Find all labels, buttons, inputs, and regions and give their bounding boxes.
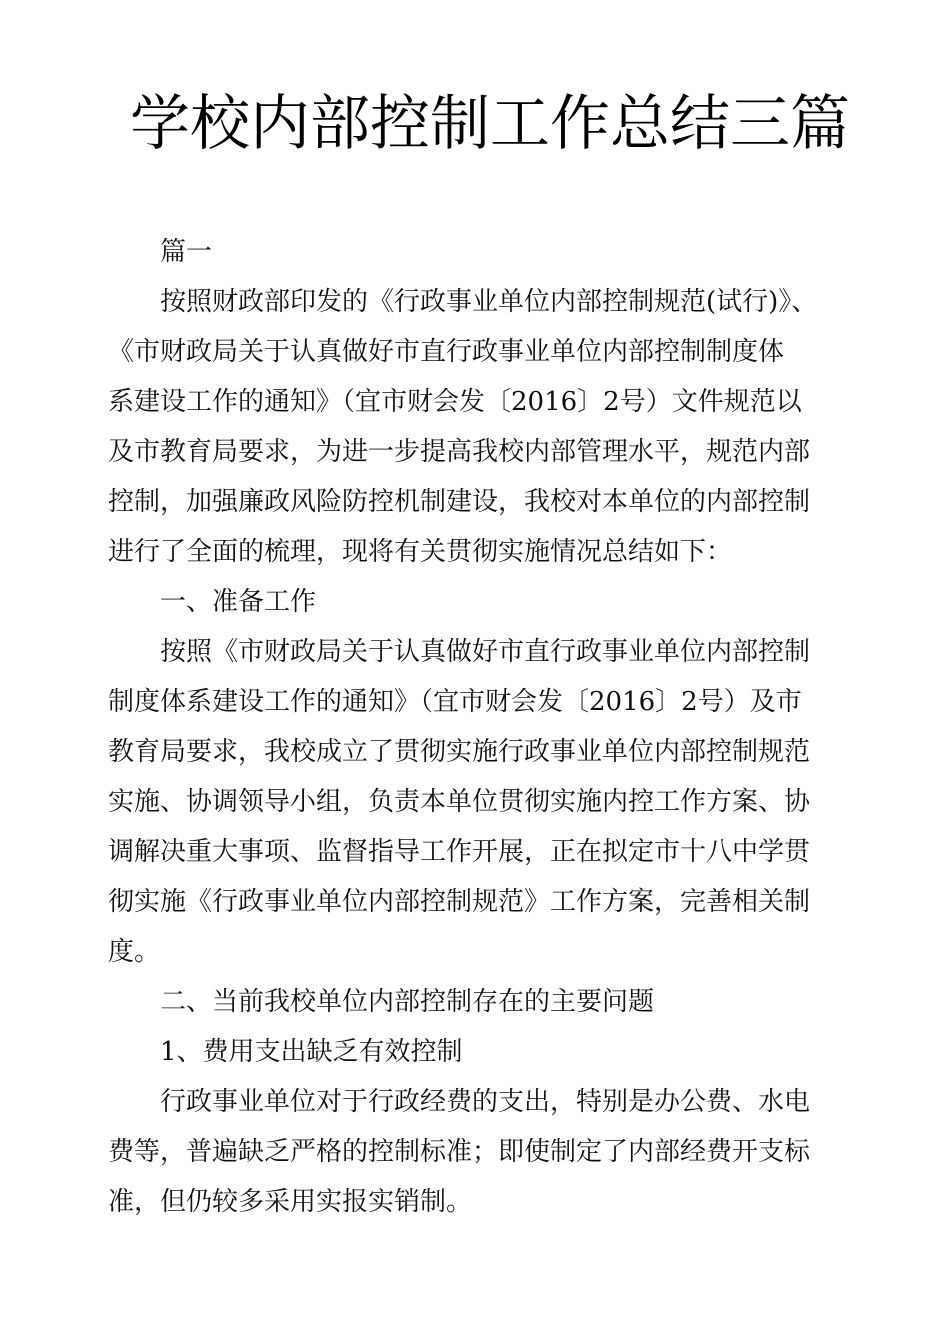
paragraph-line: 费等，普遍缺乏严格的控制标准；即使制定了内部经费开支标	[108, 1137, 811, 1167]
paragraph-line: 控制，加强廉政风险防控机制建设，我校对本单位的内部控制	[108, 487, 811, 517]
subsection-heading: 1、费用支出缺乏有效控制	[160, 1037, 463, 1067]
paragraph-line: 彻实施《行政事业单位内部控制规范》工作方案，完善相关制	[108, 887, 811, 917]
paragraph-line: 度。	[108, 937, 161, 967]
paragraph-line: 制度体系建设工作的通知》（宜市财会发〔2016〕2号）及市	[108, 687, 802, 717]
paragraph-line: 实施、协调领导小组，负责本单位贯彻实施内控工作方案、协	[108, 787, 811, 817]
paragraph-line: 及市教育局要求，为进一步提高我校内部管理水平，规范内部	[108, 437, 811, 467]
section-label-pian1: 篇一	[160, 237, 213, 267]
paragraph-line: 教育局要求，我校成立了贯彻实施行政事业单位内部控制规范	[108, 737, 811, 767]
paragraph-line: 进行了全面的梳理，现将有关贯彻实施情况总结如下：	[108, 537, 733, 567]
paragraph-line: 系建设工作的通知》（宜市财会发〔2016〕2号）文件规范以	[108, 387, 802, 417]
paragraph-line: 行政事业单位对于行政经费的支出，特别是办公费、水电	[160, 1087, 811, 1117]
section-heading: 一、准备工作	[160, 587, 317, 617]
section-heading: 二、当前我校单位内部控制存在的主要问题	[160, 987, 655, 1017]
paragraph-line: 准，但仍较多采用实报实销制。	[108, 1187, 473, 1217]
paragraph-line: 按照《市财政局关于认真做好市直行政事业单位内部控制	[160, 637, 811, 667]
document-title: 学校内部控制工作总结三篇	[130, 89, 850, 159]
paragraph-line: 按照财政部印发的《行政事业单位内部控制规范(试行)》、	[160, 287, 818, 317]
paragraph-line: 调解决重大事项、监督指导工作开展，正在拟定市十八中学贯	[108, 837, 811, 867]
paragraph-line: 《市财政局关于认真做好市直行政事业单位内部控制制度体	[108, 337, 785, 367]
